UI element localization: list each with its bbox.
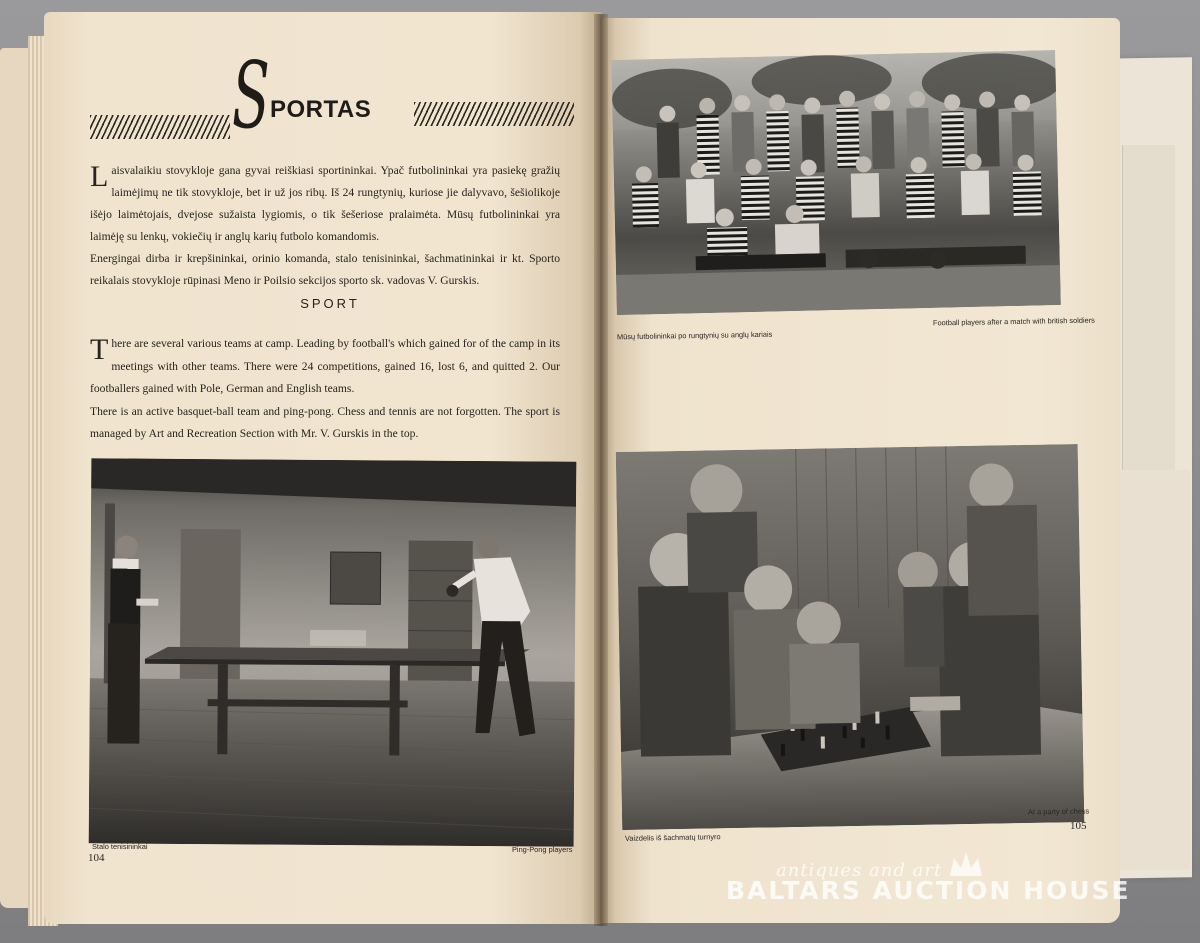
en-paragraph: There is an active basquet-ball team and ping-pong. Chess and tennis are not forgotten. The sport is managed by Art and Recreation Section with Mr. V. Gurskis in the top. bbox=[90, 404, 560, 441]
page-number-left: 104 bbox=[88, 852, 105, 864]
lt-paragraph: Energingai dirba ir krepšininkai, orinio komanda, stalo tenisininkai, šachmatininkai ir kt. Sporto reikalais stovykloje rūpinasi Meno ir Poilsio sekcijos sporto sk. vadovas V. Gurskis. bbox=[90, 252, 560, 288]
chess-photo bbox=[616, 444, 1085, 830]
lithuanian-text bbox=[90, 160, 560, 292]
photo-caption-en: Ping-Pong players bbox=[512, 845, 573, 854]
football-team-photo bbox=[611, 50, 1061, 315]
football-caption-lt: Mūsų futbolininkai po rungtynių su anglų kariais bbox=[616, 329, 773, 342]
lt-paragraph: aisvalaikiu stovykloje gana gyvai reiškiasi sportininkai. Ypač futbolininkai yra pasiekę gražių laimėjimų ne tik stovykloje, bet ir už jos ribų. Iš 24 rungtynių, kuriose jie dalyvavo, šešiolikoje išėjo laimėtojais, dvejose sužaista lygiomis, o tik šešeriose pralaimėta. Mūsų futbolininkai yra laimėję su lenkų, vokiečių ir anglų karių futbolo komandomis. bbox=[90, 164, 560, 244]
header-stripes-left bbox=[90, 115, 230, 139]
watermark-brand: BALTARS AUCTION HOUSE bbox=[726, 876, 1131, 905]
title-initial: S bbox=[232, 42, 270, 149]
english-text bbox=[90, 333, 560, 446]
football-caption-en: Football players after a match with british soldiers bbox=[932, 315, 1095, 328]
photo-caption-lt: Stalo tenisininkai bbox=[92, 842, 148, 851]
chess-caption-lt: Vaizdelis iš šachmatų turnyro bbox=[624, 832, 721, 843]
title-text: PORTAS bbox=[270, 96, 372, 123]
book-gutter bbox=[594, 14, 608, 926]
chess-caption-en: At a party of chess bbox=[1027, 806, 1090, 817]
ping-pong-photo bbox=[89, 458, 577, 846]
section-heading: SPORT bbox=[300, 296, 360, 311]
insert-flap-pocket bbox=[1122, 145, 1175, 480]
insert-flap-lower bbox=[1108, 470, 1190, 870]
page-number-right: 105 bbox=[1070, 820, 1087, 832]
header-stripes-right bbox=[414, 102, 574, 126]
en-paragraph: here are several various teams at camp. Leading by football's which gained for of the camp in its meetings with other teams. There were 24 competitions, gained 16, lost 6, and quitted 2. Our footballers gained with Pole, German and English teams. bbox=[90, 337, 560, 396]
drop-cap-en: T bbox=[90, 333, 109, 366]
drop-cap-lt: L bbox=[90, 160, 109, 193]
watermark-tagline: antiques and art bbox=[776, 860, 943, 881]
